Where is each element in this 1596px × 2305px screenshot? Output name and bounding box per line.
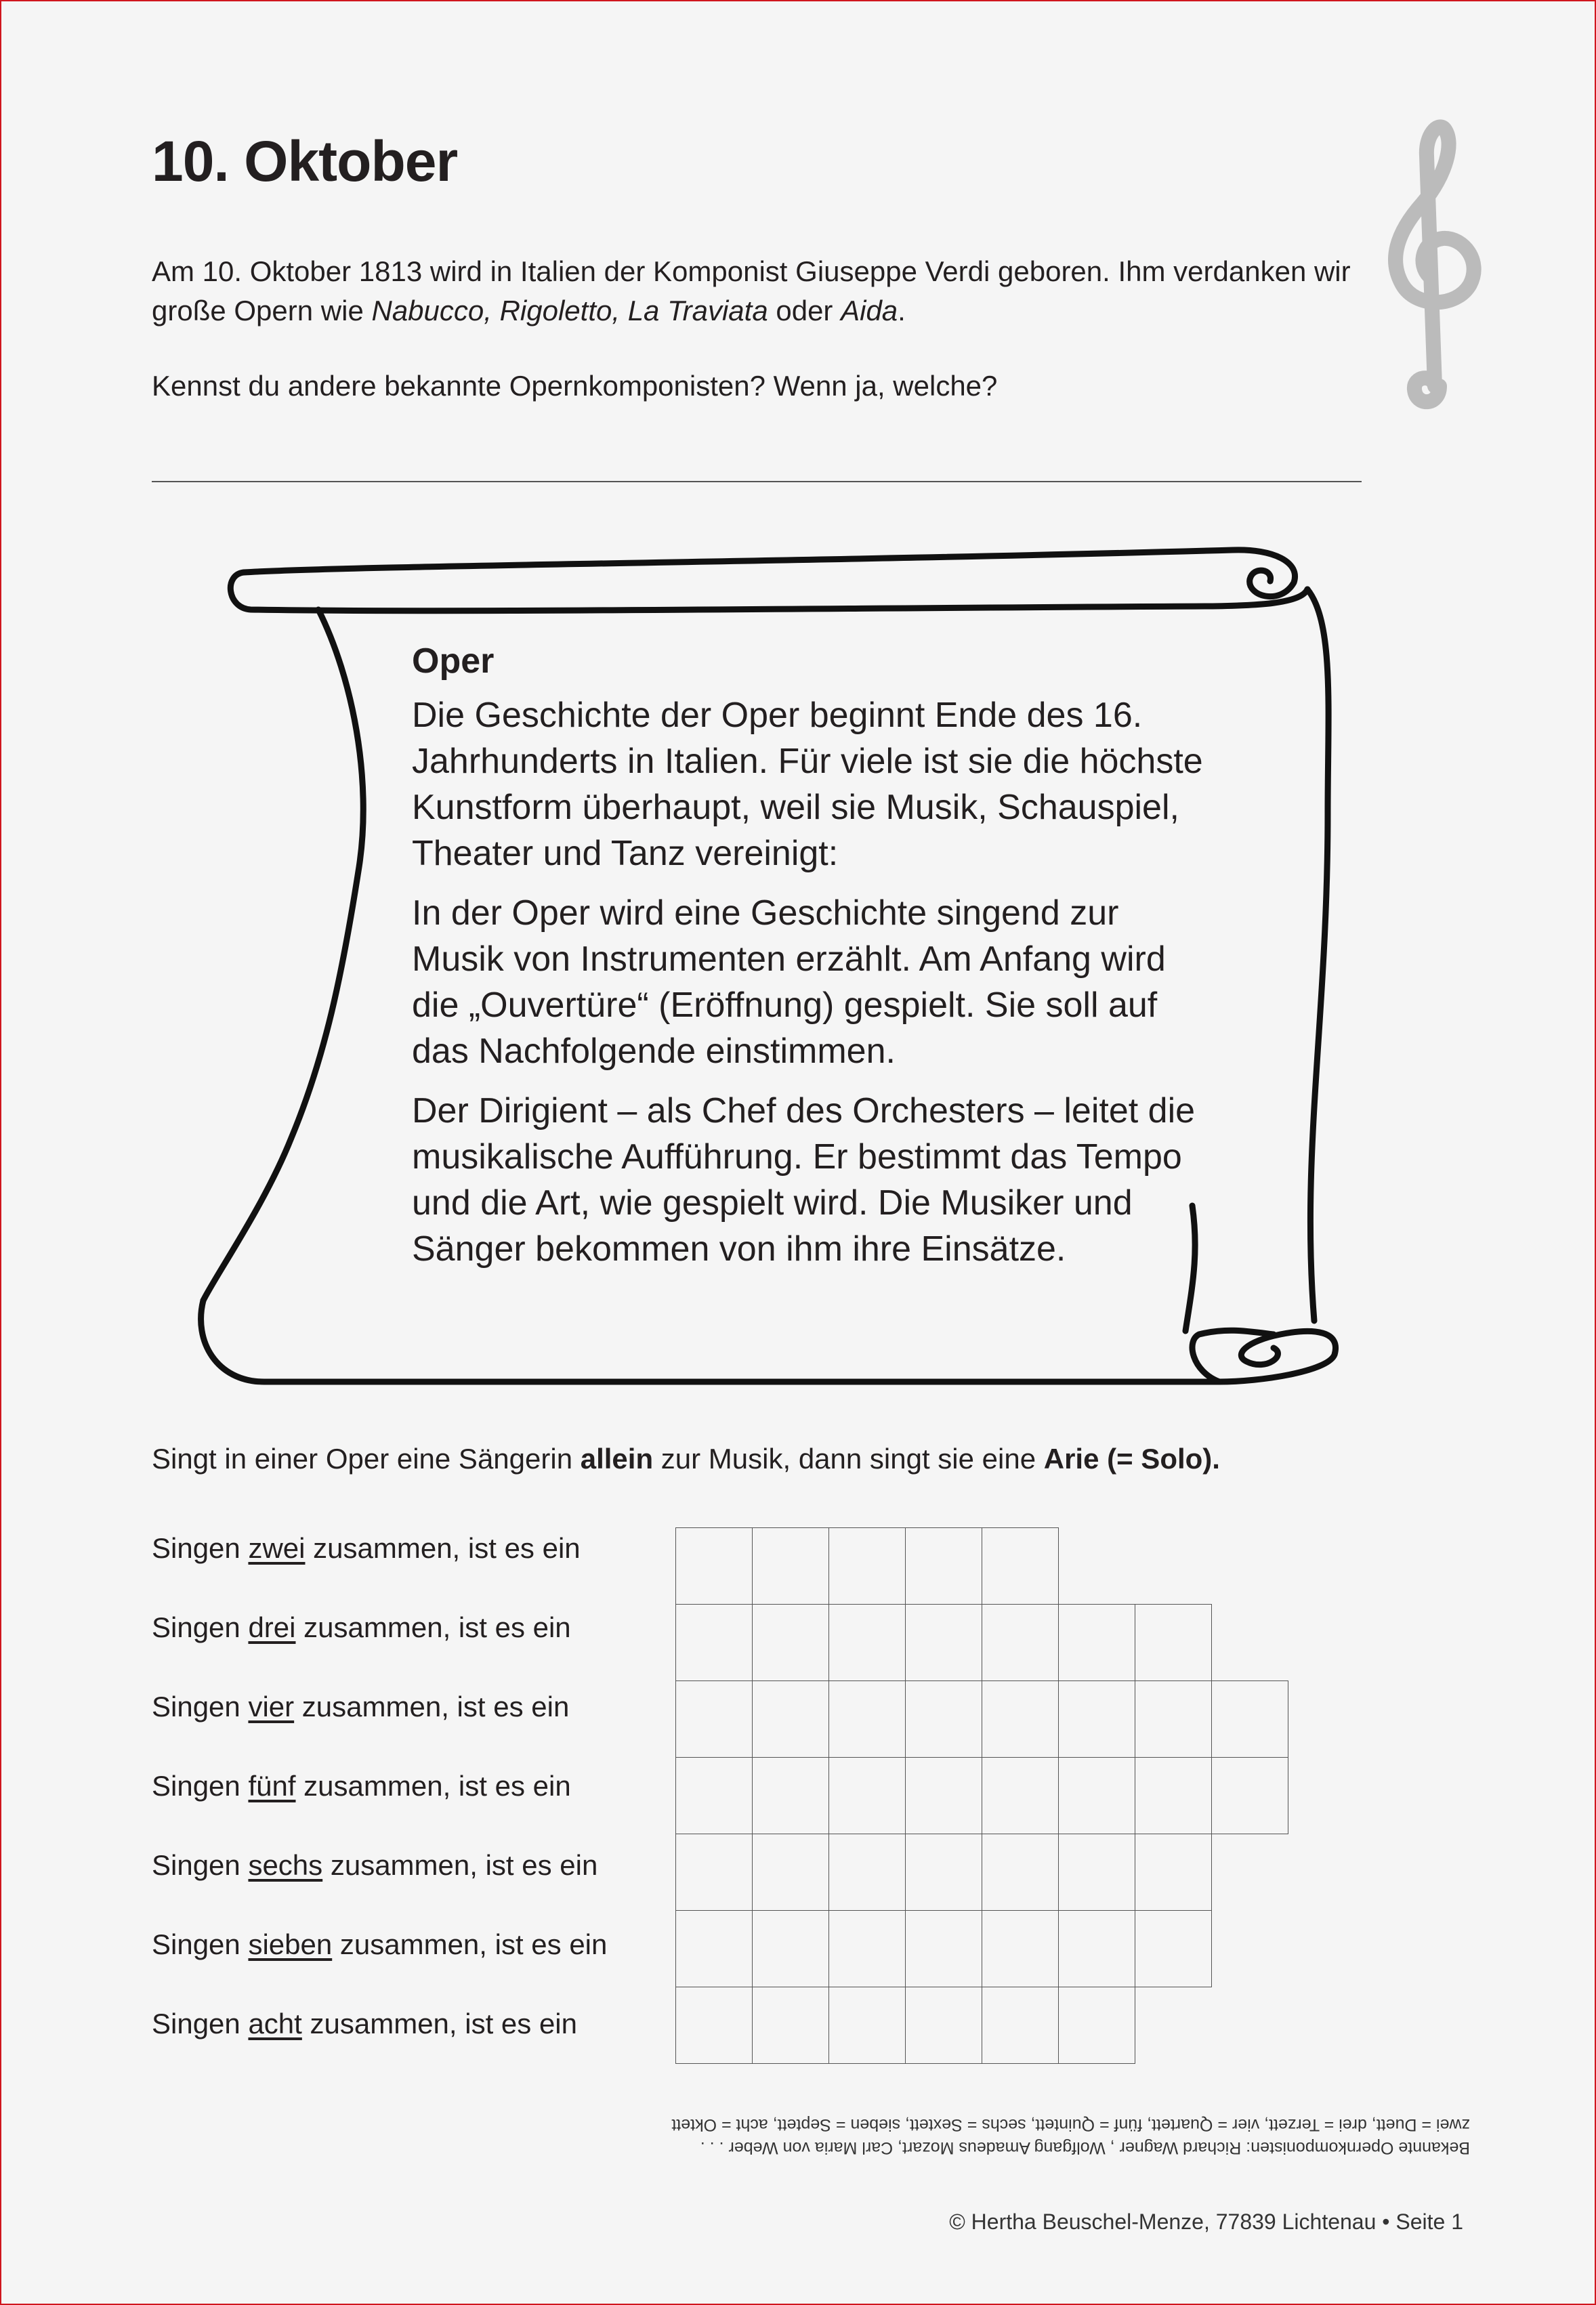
letter-box[interactable] [1135,1757,1212,1834]
letter-box[interactable] [905,1757,982,1834]
letter-box[interactable] [1058,1834,1135,1911]
letter-box[interactable] [1058,1987,1135,2064]
scroll-paragraph-1: Die Geschichte der Oper beginnt Ende des 16. Jahrhunderts in Italien. Für viele ist sie die höchste Kunstform überhaupt, weil sie Musik, Schauspiel, Theater und Tanz vereinigt: [412,696,1203,873]
letter-box[interactable] [1211,1757,1288,1834]
label-number: zwei [248,1532,306,1564]
copyright-footer: © Hertha Beuschel-Menze, 77839 Lichtenau • Seite 1 [949,2209,1463,2234]
grid-row-sechs [675,1834,1211,1911]
label-number: sieben [248,1928,333,1960]
label-prefix: Singen [152,1611,249,1643]
letter-box[interactable] [828,1834,906,1911]
letter-box[interactable] [828,1910,906,1987]
label-prefix: Singen [152,1928,249,1960]
letter-box[interactable] [752,1987,829,2064]
letter-box[interactable] [982,1910,1059,1987]
solo-sentence [152,1443,1220,1475]
exercise-row-label [152,1611,571,1644]
treble-clef-icon [1375,115,1497,413]
exercise-row-label [152,1532,581,1565]
label-suffix: zusammen, ist es ein [295,1770,571,1802]
label-number: drei [248,1611,296,1643]
letter-box[interactable] [675,1910,753,1987]
letter-box[interactable] [1135,1680,1212,1758]
letter-box[interactable] [752,1604,829,1681]
letter-box[interactable] [828,1527,906,1605]
letter-box[interactable] [982,1680,1059,1758]
letter-box[interactable] [905,1604,982,1681]
solution-line-1: Bekannte Opernkomponisten: Richard Wagner , Wolfgang Amadeus Mozart, Carl Maria von Weber . . . [700,2138,1470,2157]
exercise-row-label [152,1770,571,1802]
letter-box[interactable] [1135,1910,1212,1987]
letter-box[interactable] [982,1527,1059,1605]
label-number: fünf [248,1770,296,1802]
solo-text-2: zur Musik, dann singt sie eine [653,1443,1044,1475]
label-prefix: Singen [152,2008,249,2039]
scroll-heading: Oper [412,641,495,681]
letter-box[interactable] [828,1987,906,2064]
label-suffix: zusammen, ist es ein [301,2008,578,2039]
letter-box[interactable] [675,1527,753,1605]
solo-bold-1: allein [580,1443,654,1475]
scroll-content [412,638,1211,1286]
letter-box[interactable] [982,1834,1059,1911]
intro-text: Am 10. Oktober 1813 wird in Italien der Komponist Giuseppe Verdi geboren. Ihm verdanken wir große Opern wie [152,255,1351,326]
exercise-row-label [152,1691,569,1723]
solo-bold-2: Arie (= Solo). [1043,1443,1220,1475]
letter-box[interactable] [752,1834,829,1911]
letter-box[interactable] [752,1757,829,1834]
intro-paragraph [152,252,1391,331]
opera-aida: Aida [841,295,898,326]
letter-box[interactable] [752,1527,829,1605]
grid-row-fünf [675,1757,1288,1834]
letter-box[interactable] [1135,1834,1212,1911]
grid-row-zwei [675,1527,1058,1605]
letter-box[interactable] [675,1987,753,2064]
exercise-row-label [152,2008,577,2040]
scroll-paragraph-2: In der Oper wird eine Geschichte singend zur Musik von Instrumenten erzählt. Am Anfang wird die „Ouvertüre“ (Eröffnung) gespielt. Sie soll auf das Nachfolgende einstimmen. [412,893,1166,1071]
grid-row-drei [675,1604,1211,1681]
letter-box[interactable] [752,1910,829,1987]
letter-box[interactable] [905,1987,982,2064]
letter-box[interactable] [1135,1604,1212,1681]
letter-box[interactable] [982,1987,1059,2064]
letter-box[interactable] [982,1604,1059,1681]
label-number: acht [248,2008,302,2039]
letter-box[interactable] [1058,1910,1135,1987]
grid-row-vier [675,1680,1288,1758]
label-prefix: Singen [152,1691,249,1722]
letter-box[interactable] [1058,1680,1135,1758]
opera-list: Nabucco, Rigoletto, La Traviata [371,295,768,326]
label-number: sechs [248,1849,323,1881]
solo-text-1: Singt in einer Oper eine Sängerin [152,1443,581,1475]
page-title: 10. Oktober [152,129,458,193]
letter-box[interactable] [675,1834,753,1911]
answer-line[interactable] [152,481,1362,482]
exercise-row-label [152,1849,597,1882]
letter-box[interactable] [1211,1680,1288,1758]
letter-box[interactable] [675,1604,753,1681]
letter-box[interactable] [1058,1757,1135,1834]
label-prefix: Singen [152,1770,249,1802]
label-suffix: zusammen, ist es ein [332,1928,608,1960]
letter-box[interactable] [982,1757,1059,1834]
label-suffix: zusammen, ist es ein [294,1691,570,1722]
letter-box[interactable] [675,1680,753,1758]
letter-box[interactable] [905,1834,982,1911]
label-prefix: Singen [152,1849,249,1881]
intro-connector: oder [768,295,841,326]
letter-box[interactable] [752,1680,829,1758]
letter-box[interactable] [905,1680,982,1758]
scroll-paragraph-3: Der Dirigient – als Chef des Orchesters – leitet die musikalische Aufführung. Er bestimmt das Tempo und die Art, wie gespielt wird. Die Musiker und Sänger bekommen von ihm ihre Einsätze. [412,1091,1196,1269]
grid-row-sieben [675,1910,1211,1987]
grid-row-acht [675,1987,1135,2064]
label-suffix: zusammen, ist es ein [322,1849,598,1881]
letter-box[interactable] [905,1910,982,1987]
letter-box[interactable] [828,1757,906,1834]
question-text: Kennst du andere bekannte Opernkomponisten? Wenn ja, welche? [152,370,998,402]
label-suffix: zusammen, ist es ein [305,1532,581,1564]
solution-line-2: zwei = Duett, drei = Terzett, vier = Quartett, fünf = Quintett, sechs = Sextett, sieben = Septett, acht = Oktett [671,2115,1470,2134]
letter-box[interactable] [905,1527,982,1605]
exercise-row-label [152,1928,607,1961]
intro-end: . [898,295,906,326]
upside-down-solution [569,2113,1470,2159]
letter-box[interactable] [1058,1604,1135,1681]
letter-box[interactable] [675,1757,753,1834]
letter-box[interactable] [828,1604,906,1681]
label-number: vier [248,1691,295,1722]
label-prefix: Singen [152,1532,249,1564]
label-suffix: zusammen, ist es ein [295,1611,571,1643]
letter-box[interactable] [828,1680,906,1758]
